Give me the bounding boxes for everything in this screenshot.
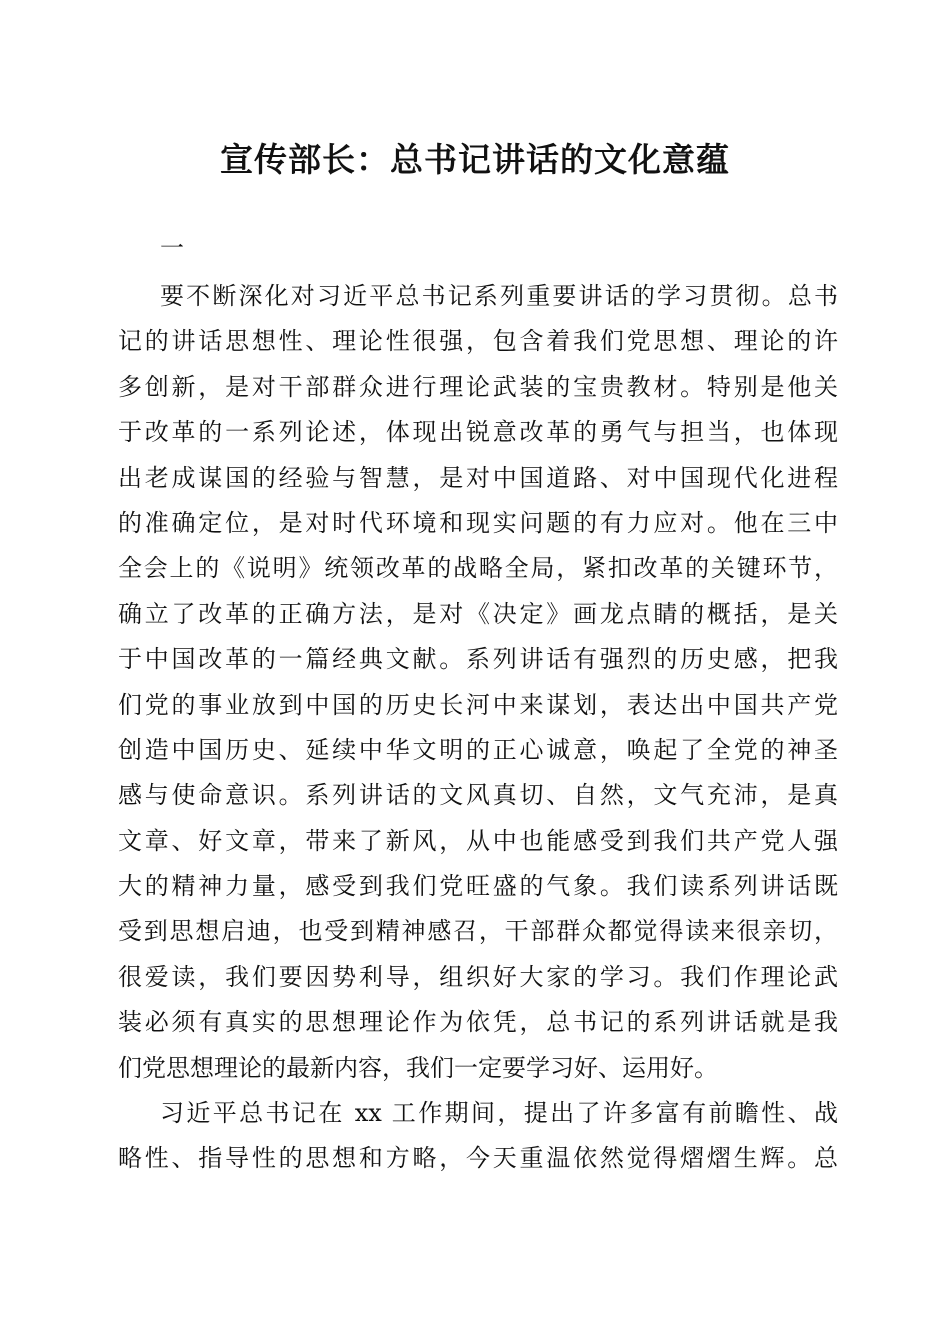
- body-text: [118, 274, 838, 1182]
- paragraph-2: [118, 1091, 838, 1182]
- text-line: 要不断深化对习近平总书记系列重要讲话的学习贯彻。总书: [160, 282, 838, 310]
- text-line: 的准确定位，是对时代环境和现实问题的有力应对。他在三中: [118, 508, 838, 537]
- text-line: 全会上的《说明》统领改革的战略全局，紧扣改革的关键环节，: [118, 554, 838, 583]
- text-line: 于改革的一系列论述，体现出锐意改革的勇气与担当，也体现: [118, 418, 838, 447]
- text-line: 多创新，是对干部群众进行理论武装的宝贵教材。特别是他关: [118, 372, 838, 401]
- text-line: 们党思想理论的最新内容，我们一定要学习好、运用好。: [118, 1053, 718, 1082]
- text-line: 确立了改革的正确方法，是对《决定》画龙点睛的概括，是关: [118, 599, 838, 628]
- text-line: 装必须有真实的思想理论作为依凭，总书记的系列讲话就是我: [118, 1008, 838, 1037]
- text-line: 创造中国历史、延续中华文明的正心诚意，唤起了全党的神圣: [118, 735, 838, 764]
- document-title: 宣传部长：总书记讲话的文化意蕴: [220, 140, 730, 179]
- text-line: 于中国改革的一篇经典文献。系列讲话有强烈的历史感，把我: [118, 645, 838, 674]
- text-line: 记的讲话思想性、理论性很强，包含着我们党思想、理论的许: [118, 327, 838, 356]
- text-line: 感与使命意识。系列讲话的文风真切、自然，文气充沛，是真: [118, 781, 838, 810]
- text-line: 习近平总书记在 xx 工作期间，提出了许多富有前瞻性、战: [160, 1099, 838, 1128]
- text-line: 大的精神力量，感受到我们党旺盛的气象。我们读系列讲话既: [118, 872, 838, 901]
- text-line: 文章、好文章，带来了新风，从中也能感受到我们共产党人强: [118, 826, 838, 855]
- text-line: 出老成谋国的经验与智慧，是对中国道路、对中国现代化进程: [118, 463, 838, 492]
- text-line: 很爱读，我们要因势利导，组织好大家的学习。我们作理论武: [118, 962, 838, 991]
- text-line: 受到思想启迪，也受到精神感召，干部群众都觉得读来很亲切，: [118, 917, 838, 946]
- section-number: 一: [160, 234, 184, 262]
- paragraph-1: [118, 274, 838, 1091]
- text-line: 略性、指导性的思想和方略，今天重温依然觉得熠熠生辉。总: [118, 1144, 838, 1173]
- text-line: 们党的事业放到中国的历史长河中来谋划，表达出中国共产党: [118, 690, 838, 719]
